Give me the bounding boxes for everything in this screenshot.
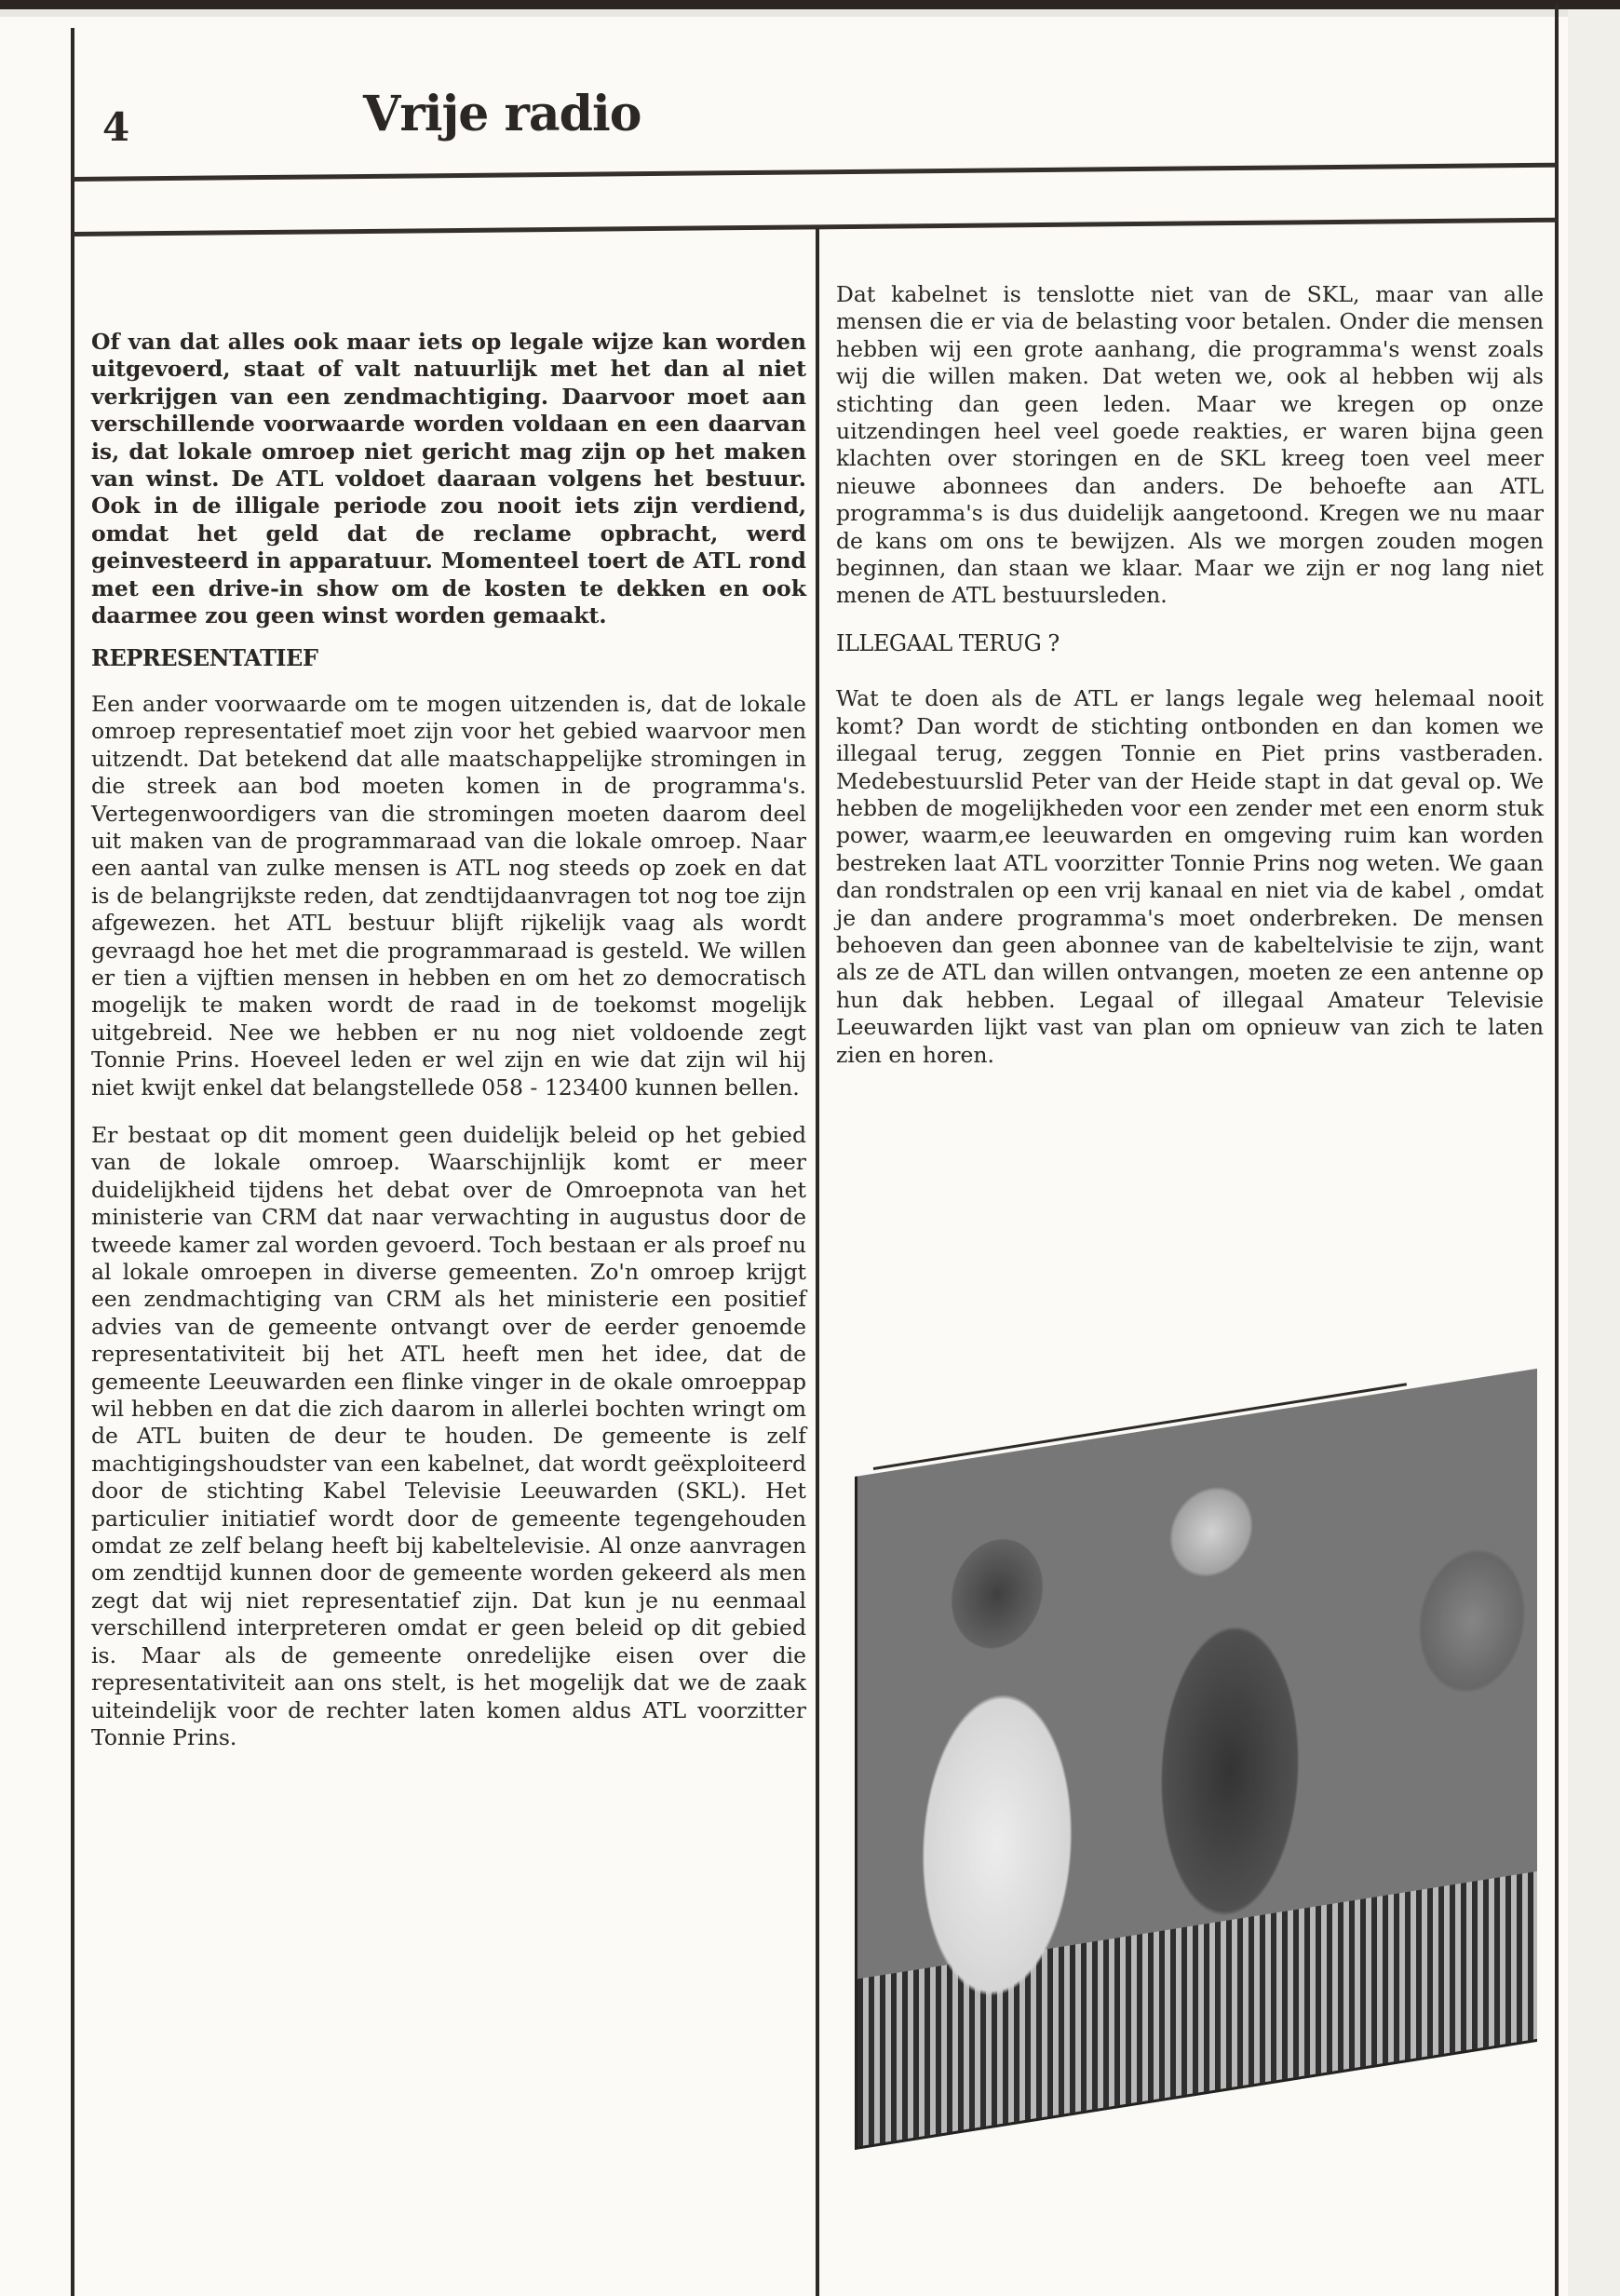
scan-top-shadow	[0, 9, 1620, 17]
header-rule-bottom	[73, 218, 1557, 236]
intro-paragraph: Of van dat alles ook maar iets op legale wijze kan worden uitgevoerd, staat of valt natuurlijk met het dan al niet verkrijgen van een zendmachtiging. Daarvoor moet aan verschillende voorwaarde worden voldaan en een daarvan is, dat lokale omroep niet gericht mag zijn op het maken van winst. De ATL voldoet daaraan volgens het bestuur. Ook in de illigale periode zou nooit iets zijn verdiend, omdat het geld dat de reclame opbracht, werd geinvesteerd in apparatuur. Momenteel toert de ATL rond met een drive-in show om de kosten te dekken en ook daarmee zou geen winst worden gemaakt.	[91, 329, 806, 629]
studio-photo	[855, 1369, 1537, 2150]
body-paragraph: Dat kabelnet is tenslotte niet van de SKL, maar van alle mensen die er via de belasting voor betalen. Onder die mensen hebben wij een grote aanhang, die programma's wenst zoals wij die willen maken. Dat weten we, ook al hebben wij als stichting dan geen leden. Maar we kregen op onze uitzendingen heel veel goede reakties, er waren bijna geen klachten over storingen en de SKL kreeg toen veel meer nieuwe abonnees dan anders. De behoefte aan ATL programma's is dus duidelijk aangetoond. Kregen we nu maar de kans om ons te bewijzen. Als we morgen zouden mogen beginnen, dan staan we klaar. Maar we zijn er nog lang niet menen de ATL bestuursleden.	[836, 281, 1544, 609]
page-number: 4	[102, 104, 130, 150]
section-title: Vrije radio	[363, 86, 641, 142]
photo-block	[845, 1337, 1553, 2194]
body-paragraph: Een ander voorwaarde om te mogen uitzenden is, dat de lokale omroep representatief moet zijn voor het gebied waarvoor men uitzendt. Dat betekend dat alle maatschappelijke stromingen in die streek aan bod moeten komen in de programma's. Vertegenwoordigers van die stromingen moeten daarom deel uit maken van de programmaraad van die lokale omroep. Naar een aantal van zulke mensen is ATL nog steeds op zoek en dat is de belangrijkste reden, dat zendtijdaanvragen tot nog toe zijn afgewezen. het ATL bestuur blijft rijkelijk vaag als wordt gevraagd hoe het met die programmaraad is gesteld. We willen er tien a vijftien mensen in hebben en om het zo democratisch mogelijk te maken wordt de raad in de toekomst mogelijk uitgebreid. Nee we hebben er nu nog niet voldoende zegt Tonnie Prins. Hoeveel leden er wel zijn en wie dat zijn wil hij niet kwijt enkel dat belangstellede 058 - 123400 kunnen bellen.	[91, 690, 806, 1101]
subheading-representatief: REPRESENTATIEF	[91, 644, 318, 672]
left-column	[91, 329, 806, 1751]
page-frame-right	[1555, 4, 1559, 2296]
body-paragraph: Er bestaat op dit moment geen duidelijk beleid op het gebied van de lokale omroep. Waarschijnlijk komt er meer duidelijkheid tijdens het debat over de Omroepnota van het ministerie van CRM dat naar verwachting in augustus door de tweede kamer zal worden gevoerd. Toch bestaan er als proef nu al lokale omroepen in diverse gemeenten. Zo'n omroep krijgt een zendmachtiging van CRM als het ministerie een positief advies van de gemeente ontvangt over de eerder genoemde representativiteit bij het ATL heeft men het idee, dat de gemeente Leeuwarden een flinke vinger in de okale omroeppap wil hebben en dat die zich daarom in allerlei bochten wringt om de ATL buiten de deur te houden. De gemeente is zelf machtigingshoudster van een kabelnet, dat wordt geëxploiteerd door de stichting Kabel Televisie Leeuwarden (SKL). Het particulier initiatief wordt door de gemeente tegengehouden omdat ze zelf belang heeft bij kabeltelevisie. Al onze aanvragen om zendtijd kunnen door de gemeente worden gekeerd als men zegt dat wij niet representatief zijn. Dat kun je nu eenmaal verschillend interpreteren omdat er geen beleid op dit gebied is. Maar als de gemeente onredelijke eisen over die representativiteit aan ons stelt, is het mogelijk dat we de zaak uiteindelijk voor de rechter laten komen aldus ATL voorzitter Tonnie Prins.	[91, 1121, 806, 1750]
subheading-illegaal-terug: ILLEGAAL TERUG ?	[836, 629, 1060, 656]
column-divider	[816, 228, 819, 2296]
right-column	[836, 281, 1544, 1069]
body-paragraph: Wat te doen als de ATL er langs legale weg helemaal nooit komt? Dan wordt de stichting ontbonden en dan komen we illegaal terug, zeggen Tonnie en Piet prins vastberaden. Medebestuurslid Peter van der Heide stapt in dat geval op. We hebben de mogelijkheden voor een zender met een enorm stuk power, waarm,ee leeuwarden en omgeving ruim kan worden bestreken laat ATL voorzitter Tonnie Prins nog weten. We gaan dan rondstralen op een vrij kanaal en niet via de kabel , omdat je dan andere programma's moet onderbreken. De mensen behoeven dan geen abonnee van de kabeltelvisie te zijn, want als ze de ATL dan willen ontvangen, moeten ze een antenne op hun dak hebben. Legaal of illegaal Amateur Televisie Leeuwarden lijkt vast van plan om opnieuw van zich te laten zien en horen.	[836, 685, 1544, 1068]
header-rule-top	[73, 163, 1557, 182]
scan-right-margin	[1568, 9, 1620, 2296]
page-frame-left	[71, 28, 74, 2296]
scan-top-edge	[0, 0, 1620, 9]
